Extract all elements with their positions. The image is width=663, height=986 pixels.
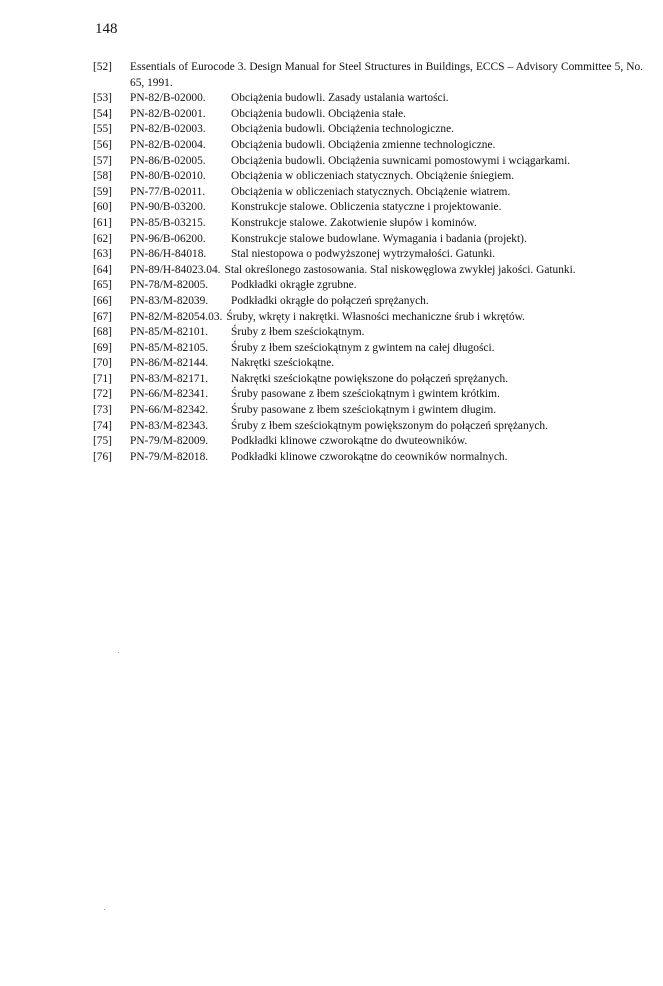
standard-code: PN-80/B-02010. [130, 170, 206, 183]
standard-code: PN-85/B-03215. [130, 216, 206, 229]
reference-number: [53] [93, 92, 112, 105]
reference-text: Stal niestopowa o podwyższonej wytrzymałości. Gatunki. [231, 248, 496, 261]
standard-code: PN-83/M-82171. [130, 372, 209, 385]
reference-number: [73] [93, 404, 112, 417]
reference-item [93, 232, 643, 248]
reference-number: [67] [93, 310, 112, 323]
reference-number: [57] [93, 154, 112, 167]
standard-code: PN-82/B-02004. [130, 138, 206, 151]
reference-number: [70] [93, 357, 112, 370]
reference-item [93, 169, 643, 185]
reference-item [93, 278, 643, 294]
standard-code: PN-79/M-82009. [130, 435, 209, 448]
standard-code: PN-86/M-82144. [130, 357, 209, 370]
reference-text: Konstrukcje stalowe budowlane. Wymagania i badania (projekt). [231, 232, 527, 245]
standard-code: PN-90/B-03200. [130, 201, 206, 214]
reference-item [93, 434, 643, 450]
reference-item [93, 185, 643, 201]
reference-number: [74] [93, 419, 112, 432]
standard-code: PN-83/M-82343. [130, 419, 209, 432]
reference-text: Podkładki okrągłe do połączeń sprężanych. [231, 294, 429, 307]
reference-item [93, 138, 643, 154]
standard-code: PN-86/H-84018. [130, 248, 207, 261]
reference-item [93, 154, 643, 170]
reference-number: [63] [93, 248, 112, 261]
standard-code: PN-78/M-82005. [130, 279, 209, 292]
standard-code: PN-82/B-02000. [130, 92, 206, 105]
standard-code: PN-82/B-02001. [130, 107, 206, 120]
standard-code: PN-89/H-84023.04. [130, 263, 221, 276]
reference-number: [62] [93, 232, 112, 245]
reference-number: [68] [93, 326, 112, 339]
reference-text: Obciążenia budowli. Obciążenia technologiczne. [231, 123, 454, 136]
page-number: 148 [95, 21, 118, 37]
reference-text: Obciążenia budowli. Obciążenia stałe. [231, 107, 406, 120]
reference-text: Podkładki okrągłe zgrubne. [231, 279, 357, 292]
reference-text: Obciążenia w obliczeniach statycznych. Obciążenie wiatrem. [231, 185, 511, 198]
reference-item [93, 403, 643, 419]
reference-item [93, 325, 643, 341]
standard-code: PN-96/B-06200. [130, 232, 206, 245]
scan-speck [104, 909, 105, 910]
reference-text: Nakrętki sześciokątne. [231, 357, 335, 370]
reference-item [93, 122, 643, 138]
reference-text: Śruby pasowane z łbem sześciokątnym i gwintem długim. [231, 404, 497, 417]
reference-item [93, 216, 643, 232]
reference-text: Obciążenia w obliczeniach statycznych. Obciążenie śniegiem. [231, 170, 515, 183]
reference-number: [55] [93, 123, 112, 136]
reference-text: Obciążenia budowli. Obciążenia zmienne technologiczne. [231, 138, 496, 151]
reference-item [93, 107, 643, 123]
reference-number: [64] [93, 263, 112, 276]
reference-text: Śruby z łbem sześciokątnym powiększonym do połączeń sprężanych. [231, 419, 548, 432]
reference-text: Podkładki klinowe czworokątne do dwuteowników. [231, 435, 468, 448]
standard-code: PN-82/M-82054.03. [130, 310, 223, 323]
reference-text: Śruby, wkręty i nakrętki. Własności mechaniczne śrub i wkrętów. [226, 310, 525, 323]
reference-item [93, 91, 643, 107]
reference-number: [59] [93, 185, 112, 198]
standard-code: PN-77/B-02011. [130, 185, 206, 198]
reference-number: [58] [93, 170, 112, 183]
standard-code: PN-66/M-82341. [130, 388, 209, 401]
reference-item [93, 247, 643, 263]
reference-text: Śruby z łbem sześciokątnym. [231, 326, 365, 339]
reference-text: Nakrętki sześciokątne powiększone do połączeń sprężanych. [231, 372, 509, 385]
reference-number: [60] [93, 201, 112, 214]
reference-text: Śruby pasowane z łbem sześciokątnym i gwintem krótkim. [231, 388, 500, 401]
reference-item [93, 372, 643, 388]
reference-item [93, 60, 643, 91]
reference-text: Stal określonego zastosowania. Stal niskowęglowa zwykłej jakości. Gatunki. [224, 263, 576, 276]
reference-text: Konstrukcje stalowe. Obliczenia statyczne i projektowanie. [231, 201, 502, 214]
reference-text: Śruby z łbem sześciokątnym z gwintem na całej długości. [231, 341, 495, 354]
reference-item [93, 294, 643, 310]
reference-item [93, 356, 643, 372]
reference-text: Podkładki klinowe czworokątne do ceowników normalnych. [231, 450, 508, 463]
reference-number: [65] [93, 279, 112, 292]
reference-number: [72] [93, 388, 112, 401]
reference-item [93, 419, 643, 435]
reference-number: [54] [93, 107, 112, 120]
reference-item [93, 450, 643, 466]
standard-code: PN-86/B-02005. [130, 154, 206, 167]
standard-code: PN-79/M-82018. [130, 450, 209, 463]
scan-speck [118, 652, 119, 653]
reference-item [93, 341, 643, 357]
reference-number: [76] [93, 450, 112, 463]
reference-number: [61] [93, 216, 112, 229]
reference-item [93, 310, 643, 326]
reference-text: Essentials of Eurocode 3. Design Manual for Steel Structures in Buildings, ECCS – Advisory Committee 5, No. 65, 1991. [130, 61, 643, 89]
reference-item [93, 200, 643, 216]
reference-text: Konstrukcje stalowe. Zakotwienie słupów i kominów. [231, 216, 477, 229]
reference-list [93, 60, 643, 465]
reference-item [93, 263, 643, 279]
standard-code: PN-85/M-82105. [130, 341, 209, 354]
reference-number: [56] [93, 138, 112, 151]
reference-text: Obciążenia budowli. Zasady ustalania wartości. [231, 92, 449, 105]
standard-code: PN-83/M-82039. [130, 294, 209, 307]
reference-number: [66] [93, 294, 112, 307]
reference-number: [52] [93, 61, 112, 73]
reference-item [93, 387, 643, 403]
standard-code: PN-66/M-82342. [130, 404, 209, 417]
reference-number: [71] [93, 372, 112, 385]
standard-code: PN-82/B-02003. [130, 123, 206, 136]
reference-text: Obciążenia budowli. Obciążenia suwnicami pomostowymi i wciągarkami. [231, 154, 571, 167]
reference-number: [69] [93, 341, 112, 354]
reference-number: [75] [93, 435, 112, 448]
standard-code: PN-85/M-82101. [130, 326, 209, 339]
